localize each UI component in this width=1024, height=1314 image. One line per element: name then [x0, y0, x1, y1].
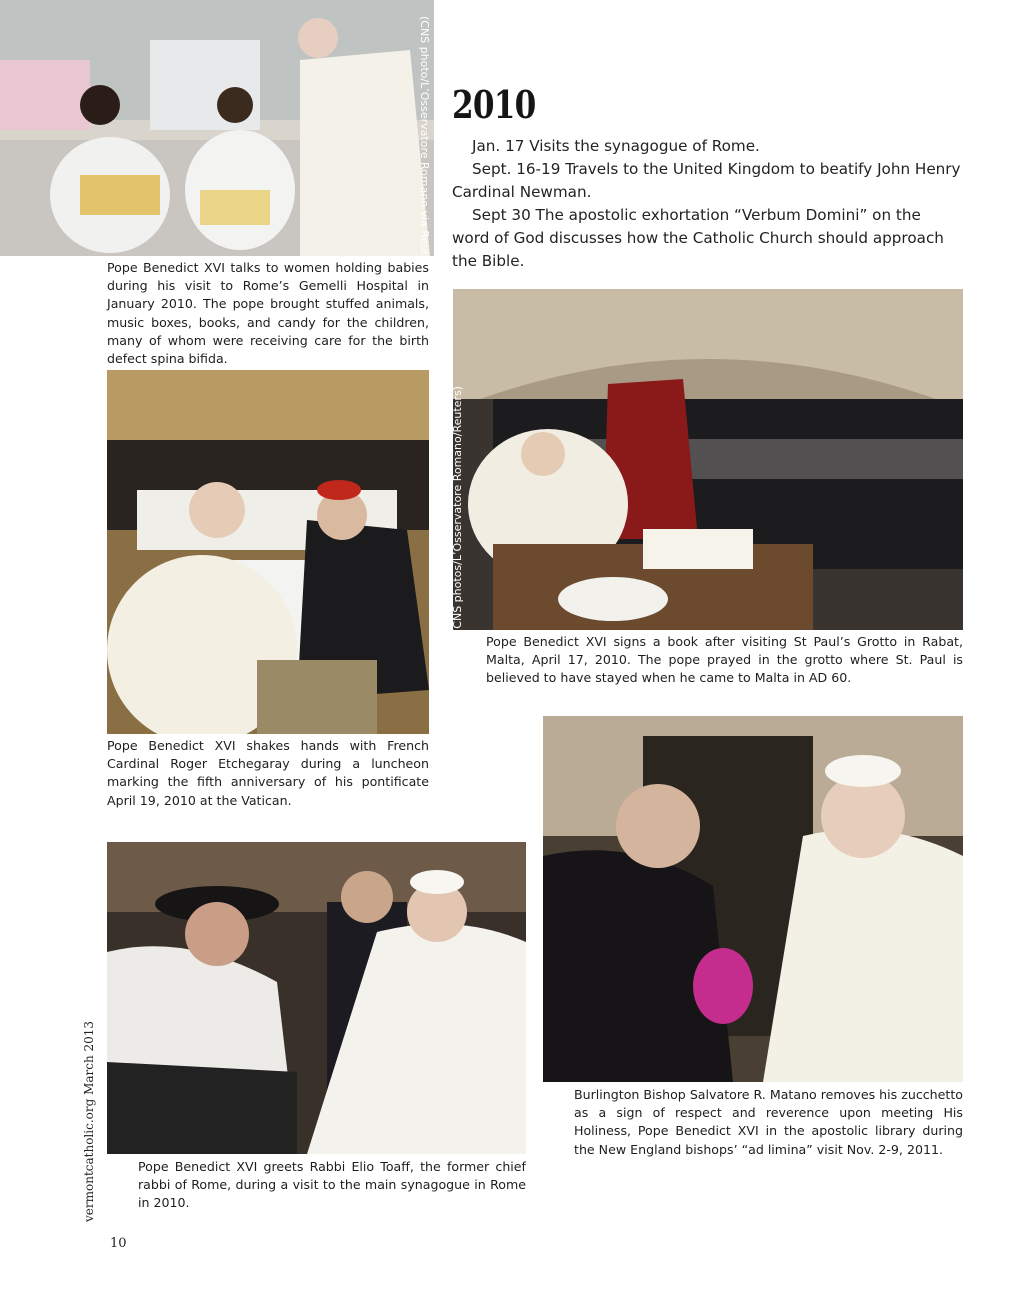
caption-luncheon: Pope Benedict XVI shakes hands with French Cardinal Roger Etchegaray during a luncheon marking the fifth anniversary of his pontificate April 19, 2010 at the Vatican.	[107, 738, 429, 808]
caption-bishop: Burlington Bishop Salvatore R. Matano removes his zucchetto as a sign of respect and reverence upon meeting His Holiness, Pope Benedict XVI in the apostolic library during the New England bishops’ “ad limina” visit Nov. 2-9, 2011.	[574, 1087, 963, 1157]
side-credit: vermontcatholic.org March 2013	[82, 1020, 96, 1222]
timeline-item: Sept 30 The apostolic exhortation “Verbum Domini” on the word of God discusses how the Catholic Church should approach the Bible.	[452, 206, 944, 270]
timeline-item: Jan. 17 Visits the synagogue of Rome.	[472, 137, 760, 155]
photo-credit-hospital: (CNS photo/L’Osservatore Romano via Reuters)	[418, 16, 431, 277]
photo-hospital-visit	[0, 0, 434, 256]
photo-malta-grotto	[453, 289, 963, 630]
year-heading: 2010	[452, 82, 536, 127]
timeline-item: Sept. 16-19 Travels to the United Kingdom to beatify John Henry Cardinal Newman.	[452, 160, 961, 201]
page-number: 10	[110, 1236, 127, 1251]
photo-rabbi-greeting	[107, 842, 526, 1154]
photo-bishop-meeting	[543, 716, 963, 1082]
caption-rabbi: Pope Benedict XVI greets Rabbi Elio Toaff, the former chief rabbi of Rome, during a visit to the main synagogue in Rome in 2010.	[138, 1159, 526, 1211]
caption-malta: Pope Benedict XVI signs a book after visiting St Paul’s Grotto in Rabat, Malta, April 17, 2010. The pope prayed in the grotto where St. Paul is believed to have stayed when he came to Malta in AD 60.	[486, 634, 963, 686]
photo-credit-malta: (CNS photos/L’Osservatore Romano/Reuters)	[451, 386, 464, 633]
timeline-list	[452, 135, 962, 273]
caption-hospital: Pope Benedict XVI talks to women holding babies during his visit to Rome’s Gemelli Hospital in January 2010. The pope brought stuffed animals, music boxes, books, and candy for the children, many of whom were receiving care for the birth defect spina bifida.	[107, 260, 429, 367]
photo-luncheon	[107, 370, 429, 734]
